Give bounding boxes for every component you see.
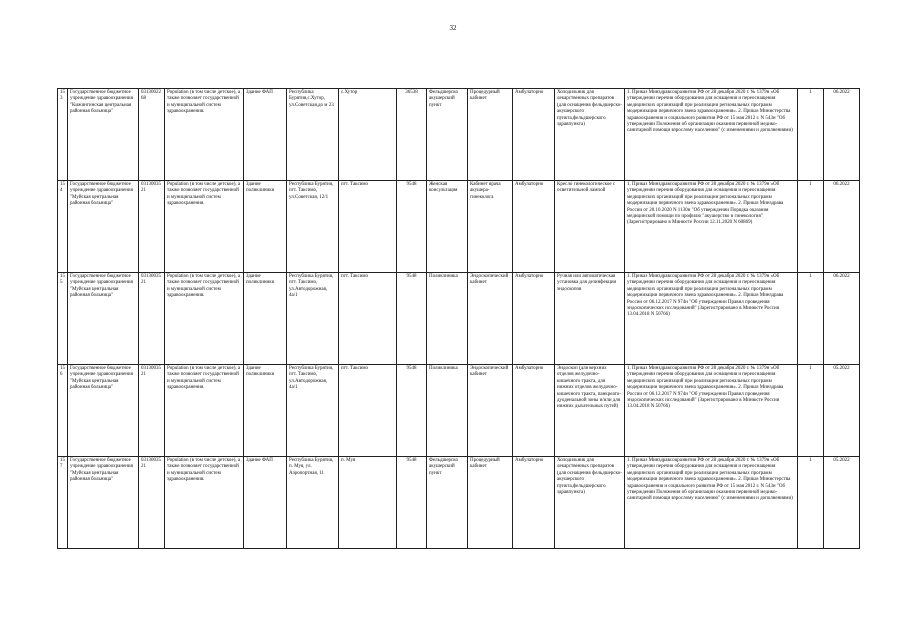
code-cell: 9548 [397, 457, 427, 549]
room-cell: Процедурный кабинет [468, 457, 513, 549]
institution-cell: Государственное бюджетное учреждение здравоохранения "Муйская центральная районная больница" [68, 365, 139, 457]
row-number-cell: 154 [58, 181, 68, 273]
inn-cell: 0313003521 [139, 365, 165, 457]
population-cell: Population (в том числе детское), а также позволяет государственной и муниципальной систем здравоохранения. [165, 181, 244, 273]
building-cell: Здание ФАП [244, 89, 287, 181]
institution-cell: Государственное бюджетное учреждение здравоохранения "Муйская центральная районная больница" [68, 181, 139, 273]
care-type-cell: Амбулаторно [513, 457, 555, 549]
institution-cell: Государственное бюджетное учреждение здравоохранения "Кижингинская центральная районная больница" [68, 89, 139, 181]
legal-basis-cell: 1. Приказ Минздравсоцразвития РФ от 28 декабря 2020 г. № 1379н «Об утверждении перечня оборудования для оснащения и переоснащения медицинских организаций при реализации региональных программ модернизации первичного звена здравоохранения». 2. Приказ Минздрава России от 06.12.2017 N 974н "Об утверждении Правил проведения эндоскопических исследований" (Зарегистрировано в Минюсте России 13.04.2018 N 50766) [625, 365, 798, 457]
table-row [58, 365, 860, 457]
code-cell: 9548 [397, 365, 427, 457]
table-row [58, 181, 860, 273]
legal-basis-cell: 1. Приказ Минздравсоцразвития РФ от 28 декабря 2020 г. № 1379н «Об утверждении перечня оборудования для оснащения и переоснащения медицинских организаций при реализации региональных программ модернизации первичного звена здравоохранения». 2. Приказ Минздрава России от 20.10.2020 N 1130н "Об утверждении Порядка оказания медицинской помощи по профилю "акушерство и гинекология" (Зарегистрировано в Минюсте России 12.11.2020 N 60869) [625, 181, 798, 273]
page-number: 32 [449, 24, 457, 32]
legal-basis-cell: 1. Приказ Минздравсоцразвития РФ от 28 декабря 2020 г. № 1379н «Об утверждении перечня оборудования для оснащения и переоснащения медицинских организаций при реализации региональных программ модернизации первичного звена здравоохранения». 2. Приказ Министерства здравоохранения и социального развития РФ от 15 мая 2012 г. N 543н "Об утверждении Положения об организации оказания первичной медико-санитарной помощи взрослому населению" (с изменениями и дополнениями) [625, 457, 798, 549]
equipment-cell: Кресло гинекологическое с осветительной лампой [555, 181, 625, 273]
quantity-cell: 1 [798, 89, 824, 181]
inn-cell: 0313002268 [139, 89, 165, 181]
unit-type-cell: Фельдшерско акушерский пункт [427, 89, 468, 181]
unit-type-cell: Поликлиника [427, 273, 468, 365]
building-cell: Здание поликлиники [244, 365, 287, 457]
population-cell: Population (в том числе детское), а также позволяет государственной и муниципальной систем здравоохранения. [165, 273, 244, 365]
legal-basis-cell: 1. Приказ Минздравсоцразвития РФ от 28 декабря 2020 г. № 1379н «Об утверждении перечня оборудования для оснащения и переоснащения медицинских организаций при реализации региональных программ модернизации первичного звена здравоохранения». 2. Приказ Минздрава России от 06.12.2017 N 974н "Об утверждении Правил проведения эндоскопических исследований" (Зарегистрировано в Минюсте России 13.04.2018 N 50766) [625, 273, 798, 365]
row-number-cell: 155 [58, 273, 68, 365]
equipment-registry-table [57, 88, 860, 549]
equipment-cell: Холодильник для лекарственных препаратов (для оснащения фельдшерско-акушерского пункта,фельдшерского здравпункта) [555, 457, 625, 549]
quantity-cell: 1 [798, 365, 824, 457]
institution-cell: Государственное бюджетное учреждение здравоохранения "Муйская центральная районная больница" [68, 273, 139, 365]
locality-cell: пгт. Таксимо [339, 273, 397, 365]
code-cell: 36538 [397, 89, 427, 181]
inn-cell: 0313003521 [139, 457, 165, 549]
table-row [58, 457, 860, 549]
quantity-cell: 1 [798, 457, 824, 549]
date-cell: 06.2022 [824, 181, 860, 273]
locality-cell: с.Хутор [339, 89, 397, 181]
address-cell: Республика Бурятия, п. Муя, ул. Аэропортная, 11 [287, 457, 339, 549]
inn-cell: 0313003521 [139, 273, 165, 365]
legal-basis-cell: 1. Приказ Минздравсоцразвития РФ от 28 декабря 2020 г. № 1379н «Об утверждении перечня оборудования для оснащения и переоснащения медицинских организаций при реализации региональных программ модернизации первичного звена здравоохранения». 2. Приказ Министерства здравоохранения и социального развития РФ от 15 мая 2012 г. N 543н "Об утверждении Положения об организации оказания первичной медико-санитарной помощи взрослому населению" (с изменениями и дополнениями) [625, 89, 798, 181]
quantity-cell: 1 [798, 273, 824, 365]
equipment-cell: Эндоскоп (для верхних отделов желудочно-кишечного тракта, для нижних отделов желудочно-кишечного тракта, панкреато-дуоденальной зоны и/или для нижних дыхательных путей) [555, 365, 625, 457]
equipment-cell: Ручная или автоматическая установка для дезинфекции эндоскопов [555, 273, 625, 365]
unit-type-cell: Фельдшерско акушерский пункт [427, 457, 468, 549]
row-number-cell: 157 [58, 457, 68, 549]
address-cell: Республика Бурятия, пгт. Таксимо, ул.Автодорожная, 4а/1 [287, 365, 339, 457]
locality-cell: п. Муя [339, 457, 397, 549]
date-cell: 06.2022 [824, 273, 860, 365]
date-cell: 06.2022 [824, 89, 860, 181]
address-cell: Республика Бурятия, пгт. Таксимо, ул.Советская, 12/1 [287, 181, 339, 273]
code-cell: 9548 [397, 273, 427, 365]
row-number-cell: 153 [58, 89, 68, 181]
table-row [58, 89, 860, 181]
code-cell: 9548 [397, 181, 427, 273]
room-cell: Кабинет врача акушера-гинеколога [468, 181, 513, 273]
building-cell: Здание ФАП [244, 457, 287, 549]
institution-cell: Государственное бюджетное учреждение здравоохранения "Муйская центральная районная больница" [68, 457, 139, 549]
building-cell: Здание поликлиники [244, 181, 287, 273]
room-cell: Эндоскопический кабинет [468, 273, 513, 365]
table-body [58, 89, 860, 549]
locality-cell: пгт. Таксимо [339, 365, 397, 457]
care-type-cell: Амбулаторно [513, 181, 555, 273]
locality-cell: пгт. Таксимо [339, 181, 397, 273]
care-type-cell: Амбулаторно [513, 89, 555, 181]
room-cell: Эндоскопический кабинет [468, 365, 513, 457]
inn-cell: 0313003521 [139, 181, 165, 273]
room-cell: Процедурный кабинет [468, 89, 513, 181]
date-cell: 05.2022 [824, 457, 860, 549]
address-cell: Республика Бурятия, пгт. Таксимо, ул.Автодорожная, 4а/1 [287, 273, 339, 365]
care-type-cell: Амбулаторно [513, 365, 555, 457]
table-row [58, 273, 860, 365]
date-cell: 05.2022 [824, 365, 860, 457]
population-cell: Population (в том числе детское), а также позволяет государственной и муниципальной систем здравоохранения. [165, 365, 244, 457]
equipment-cell: Холодильник для лекарственных препаратов (для оснащения фельдшерско-акушерского пункта,фельдшерского здравпункта) [555, 89, 625, 181]
address-cell: Республика Бурятия,с.Хутор, ул.Советская,до м 23 [287, 89, 339, 181]
population-cell: Population (в том числе детское), а также позволяет государственной и муниципальной систем здравоохранения. [165, 89, 244, 181]
quantity-cell: 1 [798, 181, 824, 273]
unit-type-cell: Женская консультация [427, 181, 468, 273]
building-cell: Здание поликлиники [244, 273, 287, 365]
care-type-cell: Амбулаторно [513, 273, 555, 365]
unit-type-cell: Поликлиника [427, 365, 468, 457]
population-cell: Population (в том числе детское), а также позволяет государственной и муниципальной систем здравоохранения. [165, 457, 244, 549]
row-number-cell: 156 [58, 365, 68, 457]
